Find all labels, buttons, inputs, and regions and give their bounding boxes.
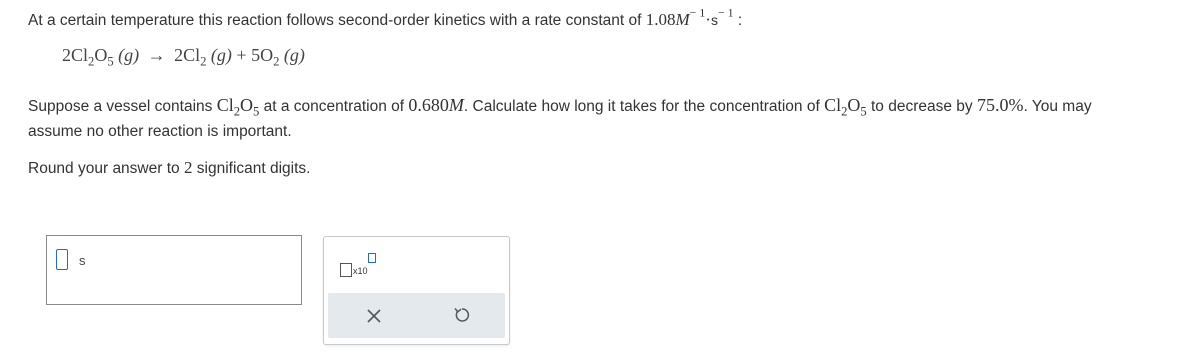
- undo-button[interactable]: [452, 305, 472, 325]
- scientific-notation-button[interactable]: [338, 251, 378, 281]
- x10-label: x10: [353, 266, 368, 276]
- mantissa-box-icon: [340, 263, 352, 277]
- colon: :: [737, 12, 743, 29]
- exponent-box-icon: [368, 253, 376, 263]
- initial-concentration: 0.680M: [408, 95, 464, 115]
- percent-decrease: 75.0%: [977, 95, 1024, 115]
- rate-constant: $1.08M^{- 1}\cdot s^{- 1}$: [645, 5, 734, 29]
- reaction-arrow: →: [147, 45, 166, 65]
- species-formula: $Cl_2O_5$: [824, 95, 867, 119]
- species-formula: $Cl_2O_5$: [216, 95, 260, 119]
- input-placeholder-box[interactable]: [56, 249, 68, 270]
- question-line-3: Suppose a vessel contains $Cl_2O_5$ at a concentration of 0.680M. Calculate how long it takes for the concentration of $Cl_2O_5$ to decrease by 75.0%. You may: [28, 95, 1092, 119]
- question-line-4: assume no other reaction is important.: [28, 123, 292, 140]
- question-text: At a certain temperature this reaction follows second-order kinetics with a rate constant of: [28, 12, 642, 29]
- reaction-equation: $2Cl_2O_5$ $(g) \to 2Cl_2$ $(g) + 5O_2$ (g): [62, 45, 305, 69]
- close-icon: [364, 306, 384, 326]
- answer-input[interactable]: [46, 235, 302, 305]
- undo-icon: [452, 305, 472, 325]
- math-tool-panel: [323, 236, 510, 345]
- unit-label: s: [79, 253, 86, 268]
- clear-button[interactable]: [364, 306, 384, 326]
- action-bar: [328, 293, 505, 338]
- rounding-instruction: Round your answer to 2 significant digits.: [28, 158, 311, 177]
- question-line-1: [28, 5, 743, 30]
